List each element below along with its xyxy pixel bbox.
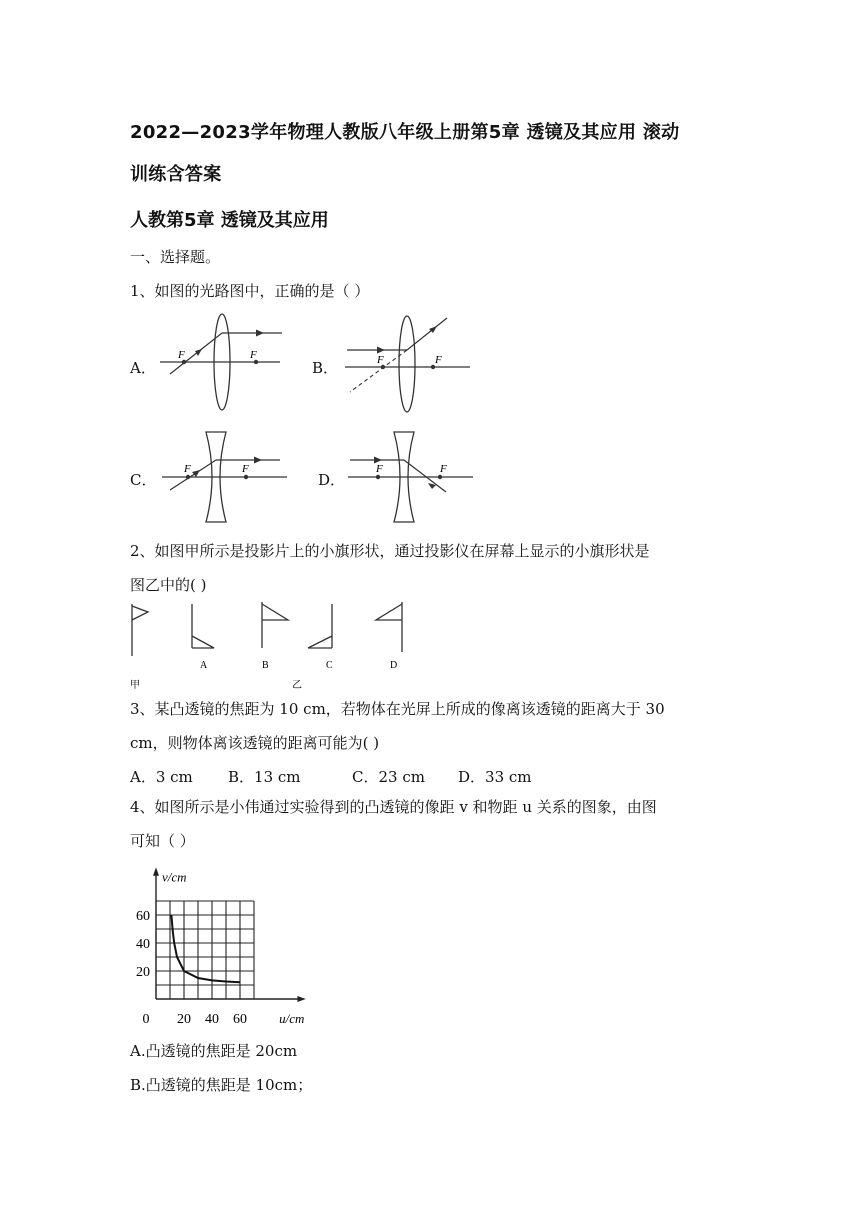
y-tick-label: 40 — [136, 937, 150, 952]
svg-text:F: F — [250, 349, 257, 361]
v-u-graph — [128, 856, 328, 1028]
data-curve — [171, 915, 240, 982]
flag-option-a — [192, 604, 214, 648]
document-title-line1: 2022—2023学年物理人教版八年级上册第5章 透镜及其应用 滚动 — [130, 122, 680, 143]
question-3-line2: cm，则物体离该透镜的距离可能为( ) — [130, 734, 380, 752]
x-tick-label: 40 — [205, 1012, 219, 1027]
q1-diagram-c — [162, 430, 292, 526]
question-1-text: 1、如图的光路图中，正确的是（ ） — [130, 282, 370, 300]
x-axis-arrow — [297, 996, 305, 1002]
svg-text:F: F — [435, 354, 442, 366]
q3-option-c: C．23 cm — [352, 768, 425, 786]
q1-option-a-label: A． — [130, 359, 156, 377]
flag-option-c — [308, 604, 332, 648]
flag-option-b — [262, 602, 288, 648]
question-3-line1: 3、某凸透镜的焦距为 10 cm，若物体在光屏上所成的像离该透镜的距离大于 30 — [130, 700, 665, 718]
flag-option-d — [376, 602, 402, 652]
flag-label-b: B — [262, 660, 269, 671]
q3-option-d: D．33 cm — [458, 768, 532, 786]
label-yi: 乙 — [292, 680, 302, 691]
y-axis-arrow — [153, 867, 159, 875]
question-4-line2: 可知（ ） — [130, 832, 195, 850]
y-tick-label: 20 — [136, 965, 150, 980]
svg-text:F: F — [178, 349, 185, 361]
q1-diagram-d — [348, 430, 478, 526]
question-2-line2: 图乙中的( ) — [130, 576, 207, 594]
document-title-line2: 训练含答案 — [130, 164, 222, 185]
y-tick-label: 60 — [136, 909, 150, 924]
q4-option-b: B.凸透镜的焦距是 10cm； — [130, 1076, 313, 1094]
question-2-line1: 2、如图甲所示是投影片上的小旗形状，通过投影仪在屏幕上显示的小旗形状是 — [130, 542, 650, 560]
q2-flag-diagram — [128, 598, 418, 694]
flag-label-a: A — [200, 660, 208, 671]
q3-option-b: B．13 cm — [228, 768, 301, 786]
q1-option-d-label: D． — [318, 471, 346, 489]
svg-text:F: F — [376, 463, 383, 475]
x-tick-label: 20 — [177, 1012, 191, 1027]
svg-text:F: F — [184, 463, 191, 475]
q1-option-c-label: C． — [130, 471, 157, 489]
x-tick-label: 60 — [233, 1012, 247, 1027]
section-heading: 一、选择题。 — [130, 248, 221, 266]
label-jia: 甲 — [130, 680, 140, 691]
flag-label-d: D — [390, 660, 398, 671]
question-4-line1: 4、如图所示是小伟通过实验得到的凸透镜的像距 v 和物距 u 关系的图象，由图 — [130, 798, 657, 816]
x-tick-label: 0 — [142, 1012, 150, 1027]
q1-diagram-b — [345, 312, 475, 416]
q1-option-b-label: B． — [312, 359, 339, 377]
svg-text:F: F — [440, 463, 447, 475]
q3-option-a: A．3 cm — [130, 768, 193, 786]
chapter-heading: 人教第5章 透镜及其应用 — [130, 210, 329, 231]
flag-original — [132, 604, 148, 656]
x-axis-label: u/cm — [279, 1011, 305, 1026]
q1-diagram-a — [160, 310, 290, 414]
svg-text:F: F — [242, 463, 249, 475]
svg-text:F: F — [377, 354, 384, 366]
y-axis-label: v/cm — [162, 869, 187, 885]
q4-option-a: A.凸透镜的焦距是 20cm — [130, 1042, 298, 1060]
flag-label-c: C — [326, 660, 333, 671]
